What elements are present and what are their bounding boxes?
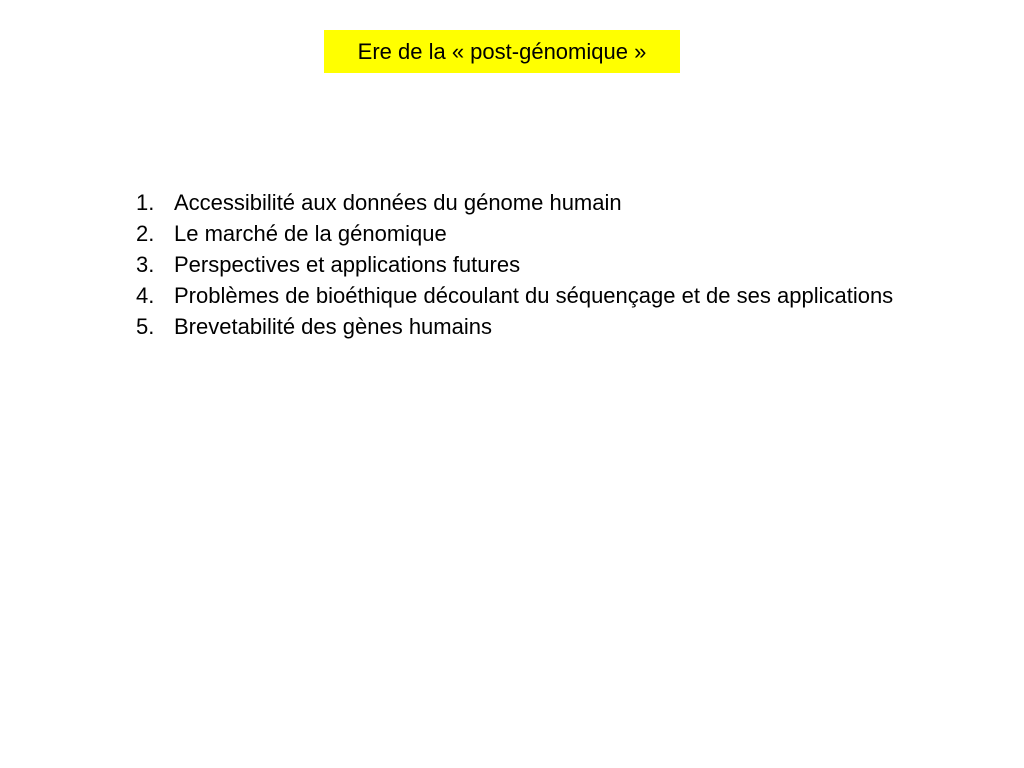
list-item-text: Problèmes de bioéthique découlant du séquençage et de ses applications [174, 283, 894, 308]
list-item-number: 5. [136, 314, 155, 339]
list-item-text: Le marché de la génomique [174, 221, 447, 246]
agenda-list [136, 187, 896, 342]
list-item-number: 3. [136, 252, 155, 277]
list-item [136, 311, 896, 342]
title-box [324, 30, 680, 73]
list-item-text: Perspectives et applications futures [174, 252, 521, 277]
list-item-text: Accessibilité aux données du génome humain [174, 190, 622, 215]
list-item-number: 1. [136, 190, 155, 215]
list-item [136, 249, 896, 280]
list-item [136, 218, 896, 249]
slide-title: Ere de la « post-génomique » [357, 38, 647, 64]
list-item-number: 4. [136, 283, 155, 308]
list-item [136, 187, 896, 218]
list-item-text: Brevetabilité des gènes humains [174, 314, 492, 339]
list-item [136, 280, 896, 311]
list-item-number: 2. [136, 221, 155, 246]
